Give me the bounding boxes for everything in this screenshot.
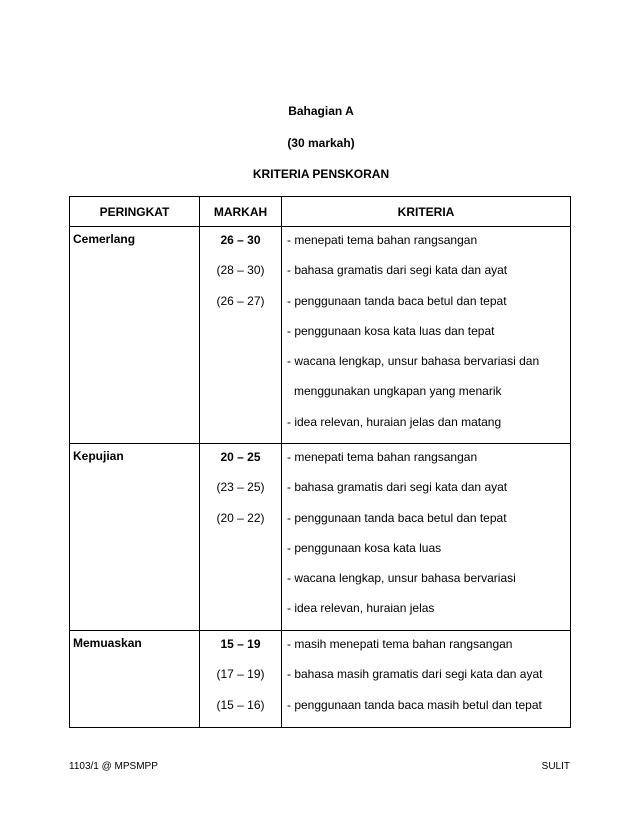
- table-header-row: [70, 197, 571, 227]
- criteria-item: - bahasa masih gramatis dari segi kata dan ayat: [287, 667, 543, 682]
- marks-subrange: (17 – 19): [216, 667, 265, 682]
- criteria-item: - masih menepati tema bahan rangsangan: [287, 637, 513, 651]
- criteria-cell: [282, 444, 571, 631]
- criteria-cell: [282, 631, 571, 728]
- marks-subrange: (15 – 16): [216, 697, 265, 712]
- column-header-criteria: KRITERIA: [282, 197, 571, 227]
- document-title: KRITERIA PENSKORAN: [252, 167, 390, 181]
- section-heading: Bahagian A: [288, 104, 354, 118]
- criteria-item: - menepati tema bahan rangsangan: [287, 450, 478, 464]
- marks-cell: [200, 444, 282, 631]
- table-row: [70, 631, 571, 728]
- level-cell: Memuaskan: [70, 631, 200, 728]
- criteria-item: - penggunaan tanda baca betul dan tepat: [287, 293, 507, 308]
- criteria-item: - idea relevan, huraian jelas: [287, 601, 435, 616]
- footer-classification: SULIT: [541, 761, 570, 772]
- criteria-item: - idea relevan, huraian jelas dan matang: [287, 414, 502, 429]
- criteria-item: - penggunaan tanda baca masih betul dan tepat: [287, 697, 542, 712]
- marks-range: 20 – 25: [220, 450, 261, 464]
- criteria-item: - bahasa gramatis dari segi kata dan ayat: [287, 263, 508, 278]
- table-row: [70, 227, 571, 444]
- marks-subrange: (20 – 22): [216, 510, 265, 525]
- column-header-marks: MARKAH: [200, 197, 282, 227]
- marks-range: 15 – 19: [220, 637, 261, 651]
- scoring-criteria-table: [69, 196, 571, 728]
- criteria-item: - menepati tema bahan rangsangan: [287, 233, 478, 247]
- criteria-cell: [282, 227, 571, 444]
- marks-cell: [200, 227, 282, 444]
- criteria-item: - wacana lengkap, unsur bahasa bervariasi dan: [287, 354, 540, 369]
- criteria-item: - penggunaan kosa kata luas: [287, 540, 442, 555]
- marks-subrange: (28 – 30): [216, 263, 265, 278]
- table-row: [70, 444, 571, 631]
- level-cell: Cemerlang: [70, 227, 200, 444]
- criteria-item: - penggunaan tanda baca betul dan tepat: [287, 510, 507, 525]
- footer-paper-code: 1103/1 @ MPSMPP: [69, 761, 158, 772]
- column-header-level: PERINGKAT: [70, 197, 200, 227]
- total-marks-heading: (30 markah): [287, 136, 355, 150]
- marks-subrange: (23 – 25): [216, 480, 265, 495]
- marks-subrange: (26 – 27): [216, 293, 265, 308]
- marks-range: 26 – 30: [220, 233, 261, 247]
- criteria-item: - penggunaan kosa kata luas dan tepat: [287, 323, 495, 338]
- criteria-item-continuation: menggunakan ungkapan yang menarik: [294, 384, 502, 399]
- criteria-item: - bahasa gramatis dari segi kata dan ayat: [287, 480, 508, 495]
- marks-cell: [200, 631, 282, 728]
- level-cell: Kepujian: [70, 444, 200, 631]
- criteria-item: - wacana lengkap, unsur bahasa bervariasi: [287, 571, 516, 586]
